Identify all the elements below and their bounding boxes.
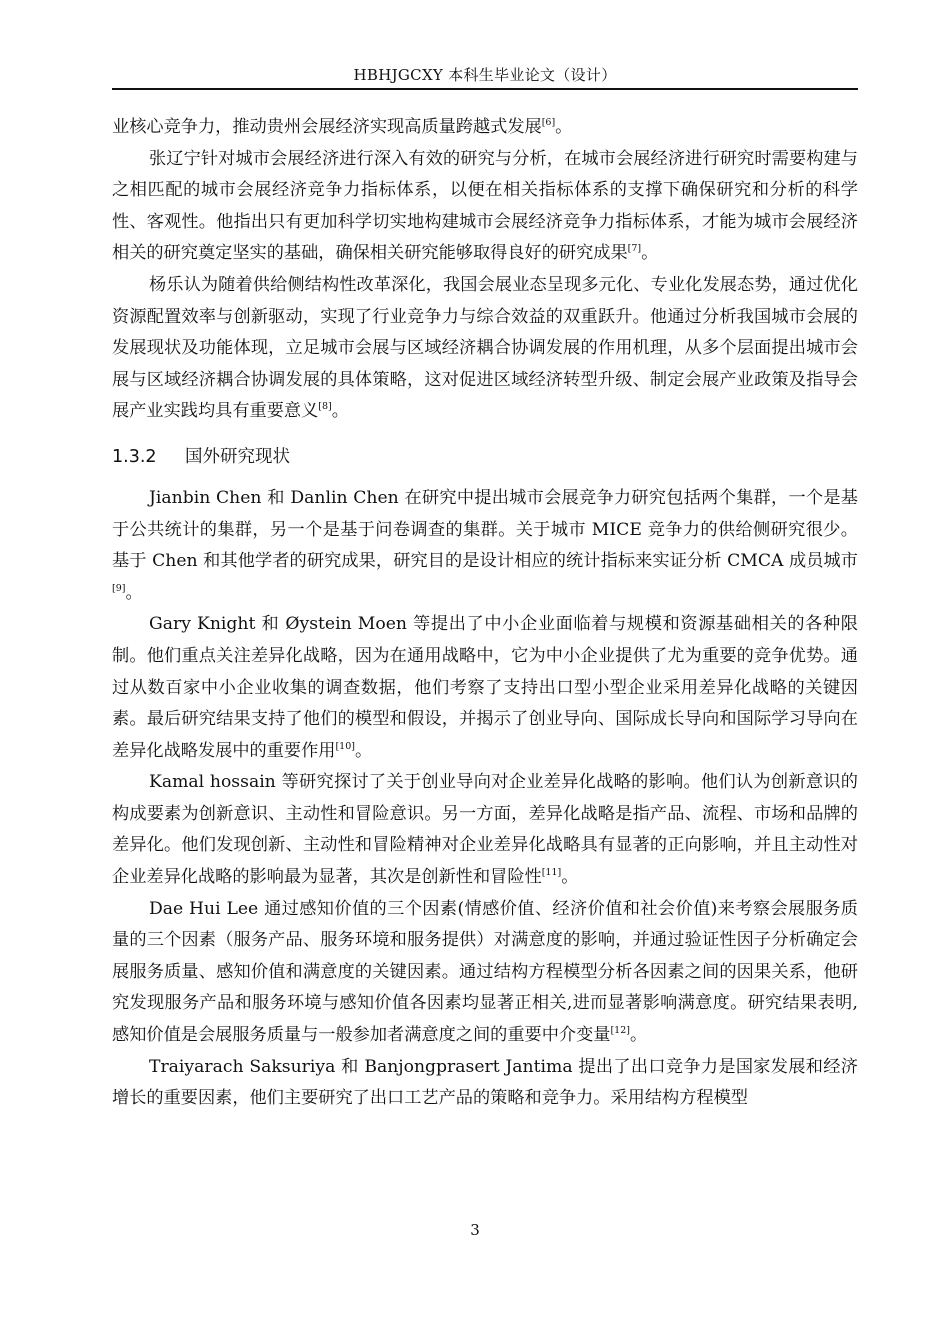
paragraph-text: Gary Knight 和 Øystein Moen 等提出了中小企业面临着与规模和资源基础相关的各种限制。他们重点关注差异化战略，因为在通用战略中，它为中小企业提供了尤为重要的竞争优势。通过从数百家中小企业收集的调查数据，他们考察了支持出口型小型企业采用差异化战略的关键因素。最后研究结果支持了他们的模型和假设，并揭示了创业导向、国际成长导向和国际学习导向在差异化战略发展中的重要作用 [112,614,858,761]
page-number: 3 [470,1221,480,1239]
paragraph-end: 。 [561,867,579,888]
paragraph-end: 。 [125,582,143,603]
citation-ref: [8] [318,401,332,413]
paragraph-end: 。 [331,401,349,422]
citation-ref: [10] [335,740,355,752]
paragraph-group-before [112,112,858,428]
citation-ref: [6] [541,117,556,128]
body-paragraph [112,1052,858,1115]
section-title: 国外研究现状 [185,446,290,467]
running-header: HBHJGCXY 本科生毕业论文（设计） [353,66,617,84]
section-number: 1.3.2 [112,446,157,467]
paragraph-text: Jianbin Chen 和 Danlin Chen 在研究中提出城市会展竞争力研究包括两个集群，一个是基于公共统计的集群，另一个是基于问卷调查的集群。关于城市 MICE 竞争力的供给侧研究很少。基于 Chen 和其他学者的研究成果，研究目的是设计相应的统计指标来实证分析 CMCA 成员城市 [112,487,858,572]
body-paragraph [112,144,858,270]
section-heading [112,440,858,474]
citation-ref: [12] [610,1025,630,1037]
body-paragraph [112,270,858,428]
body-paragraph [112,483,858,609]
paragraph-text: 张辽宁针对城市会展经济进行深入有效的研究与分析，在城市会展经济进行研究时需要构建与之相匹配的城市会展经济竞争力指标体系，以便在相关指标体系的支撑下确保研究和分析的科学性、客观性。他指出只有更加科学切实地构建城市会展经济竞争力指标体系，才能为城市会展经济相关的研究奠定坚实的基础，确保相关研究能够取得良好的研究成果 [112,148,858,264]
body-paragraph [112,767,858,893]
paragraph-text: Dae Hui Lee 通过感知价值的三个因素(情感价值、经济价值和社会价值)来考察会展服务质量的三个因素（服务产品、服务环境和服务提供）对满意度的影响，并通过验证性因子分析确定会展服务质量、感知价值和满意度的关键因素。通过结构方程模型分析各因素之间的因果关系，他研究发现服务产品和服务环境与感知价值各因素均显著正相关,进而显著影响满意度。研究结果表明,感知价值是会展服务质量与一般参加者满意度之间的重要中介变量 [112,898,858,1046]
citation-ref: [11] [541,867,562,879]
page-body [112,112,858,1115]
citation-ref: [9] [112,582,126,594]
paragraph-text: 业核心竞争力，推动贵州会展经济实现高质量跨越式发展 [112,117,542,137]
header-rule [112,88,858,90]
paragraph-text: Traiyarach Saksuriya 和 Banjongprasert Jantima 提出了出口竞争力是国家发展和经济增长的重要因素，他们主要研究了出口工艺产品的策略和竞争力。采用结构方程模型 [112,1056,858,1109]
body-paragraph [112,609,858,767]
paragraph-end: 。 [354,740,373,761]
paragraph-end: 。 [641,243,659,264]
paragraph-end: 。 [555,117,573,137]
paragraph-text: 杨乐认为随着供给侧结构性改革深化，我国会展业态呈现多元化、专业化发展态势，通过优化资源配置效率与创新驱动，实现了行业竞争力与综合效益的双重跃升。他通过分析我国城市会展的发展现状及功能体现，立足城市会展与区域经济耦合协调发展的作用机理，从多个层面提出城市会展与区域经济耦合协调发展的具体策略，这对促进区域经济转型升级、制定会展产业政策及指导会展产业实践均具有重要意义 [112,274,858,422]
paragraph-end: 。 [629,1025,648,1046]
body-paragraph [112,112,858,144]
citation-ref: [7] [627,243,642,255]
body-paragraph [112,894,858,1052]
paragraph-group-after [112,483,858,1115]
paragraph-text: Kamal hossain 等研究探讨了关于创业导向对企业差异化战略的影响。他们认为创新意识的构成要素为创新意识、主动性和冒险意识。另一方面，差异化战略是指产品、流程、市场和品牌的差异化。他们发现创新、主动性和冒险精神对企业差异化战略具有显著的正向影响，并且主动性对企业差异化战略的影响最为显著，其次是创新性和冒险性 [112,772,858,888]
